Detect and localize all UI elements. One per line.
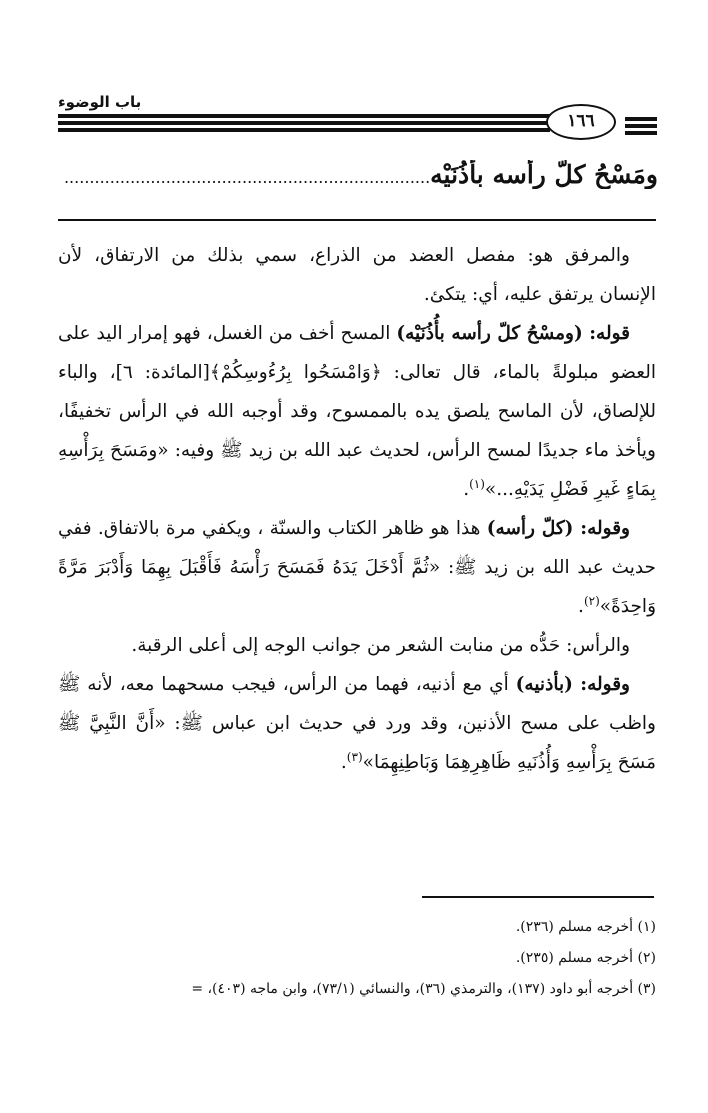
heading-rule [58,219,656,221]
paragraph: وقوله: (كلّ رأسه) هذا هو ظاهر الكتاب والسنّة ، ويكفي مرة بالاتفاق. ففي حديث عبد الله بن زيد ﷺ: «ثُمَّ أَدْخَلَ يَدَهُ فَمَسَحَ رَأْسَهُ فَأَقْبَلَ بِهِمَا وَأَدْبَرَ مَرَّةً وَاحِدَةً»$^{(٢)}$. [58,518,656,617]
footnote-ref: (٣) [346,749,363,764]
paragraph [58,236,656,314]
body-text [58,236,656,782]
paragraph-text: المسح أخف من الغسل، فهو إمرار اليد على العضو مبلولةً بالماء، قال تعالى: ﴿وَامْسَحُوا بِرُءُوسِكُمْ﴾[المائدة: ٦]، والباء للإلصاق، لأن الماسح يلصق يده بالممسوح، وقد أوجبه الله في الرأس تخفيفًا، ويأخذ ماء جديدًا لمسح الرأس، لحديث عبد الله بن زيد ﷺ وفيه: «ومَسَحَ بِرَأْسِهِ بِمَاءٍ غَيرِ فَضْلِ يَدَيْهِ...» [58,323,656,500]
header-bar [625,131,657,135]
chapter-name: باب الوضوء [58,93,142,111]
footnote: (١) أخرجه مسلم (٢٣٦). [515,919,656,935]
paragraph: قوله: (ومسْحُ كلّ رأسه بأُذُنَيْه) المسح أخف من الغسل، فهو إمرار اليد على العضو مبلولةً بالماء، قال تعالى: ﴿وَامْسَحُوا بِرُءُوسِكُمْ﴾[المائدة: ٦]، والباء للإلصاق، لأن الماسح يلصق يده بالممسوح، وقد أوجبه الله في الرأس تخفيفًا، ويأخذ ماء جديدًا لمسح الرأس، لحديث عبد الله بن زيد ﷺ وفيه: «ومَسَحَ بِرَأْسِهِ بِمَاءٍ غَيرِ فَضْلِ يَدَيْهِ...»$^{(١)}$. [58,323,656,500]
header-bar [625,117,657,121]
paragraph: وقوله: (بأذنيه) أي مع أذنيه، فهما من الرأس، فيجب مسحهما معه، لأنه ﷺ واظب على مسح الأذنين، وقد ورد في حديث ابن عباس ﷺ: «أَنَّ النَّبِيَّ ﷺ مَسَحَ بِرَأْسِهِ وَأُذُنَيهِ ظَاهِرِهِمَا وَبَاطِنِهِمَا»$^{(٣)}$. [58,674,656,773]
footnote-ref: (٢) [583,593,600,608]
header-right-bars [625,117,657,138]
paragraph-text: والرأس: حَدُّه من منابت الشعر من جوانب الوجه إلى أعلى الرقبة. [131,635,630,656]
section-heading-text: ومَسْحُ كلّ رأسه بأُذُنَيْه [430,160,658,189]
paragraph-text: هذا هو ظاهر الكتاب والسنّة ، ويكفي مرة بالاتفاق. ففي حديث عبد الله بن زيد ﷺ: «ثُمَّ أَدْخَلَ يَدَهُ فَمَسَحَ رَأْسَهُ فَأَقْبَلَ بِهِمَا وَأَدْبَرَ مَرَّةً وَاحِدَةً» [58,518,656,617]
footnote: (٢) أخرجه مسلم (٢٣٥). [515,950,656,966]
footnote-ref: (١) [469,476,485,491]
paragraph-lead: وقوله: (كلّ رأسه) [486,518,630,539]
paragraph-text: أي مع أذنيه، فهما من الرأس، فيجب مسحهما معه، لأنه ﷺ واظب على مسح الأذنين، وقد ورد في حديث ابن عباس ﷺ: «أَنَّ النَّبِيَّ ﷺ مَسَحَ بِرَأْسِهِ وَأُذُنَيهِ ظَاهِرِهِمَا وَبَاطِنِهِمَا» [58,674,656,773]
paragraph-lead: قوله: (ومسْحُ كلّ رأسه بأُذُنَيْه) [396,323,631,344]
footnotes [40,912,656,1005]
header-rule-bottom [58,128,550,132]
header-rule-top [58,114,550,118]
paragraph-text: والمرفق هو: مفصل العضد من الذراع، سمي بذلك من الارتفاق، لأن الإنسان يرتفق عليه، أي: يتكئ. [58,245,656,305]
footnote: (٣) أخرجه أبو داود (١٣٧)، والترمذي (٣٦)، والنسائي (٧٣/١)، وابن ماجه (٤٠٣)، = [191,981,656,997]
header-bar [625,124,657,128]
section-heading-dots: ........................................................................ [63,168,431,187]
paragraph-lead: وقوله: (بأذنيه) [515,674,630,695]
header-rule-middle [58,121,550,125]
paragraph [58,626,656,665]
section-heading [58,160,658,189]
page-number: ١٦٦ [567,111,595,131]
footnote-rule [422,896,654,898]
page-number-badge [546,104,616,140]
